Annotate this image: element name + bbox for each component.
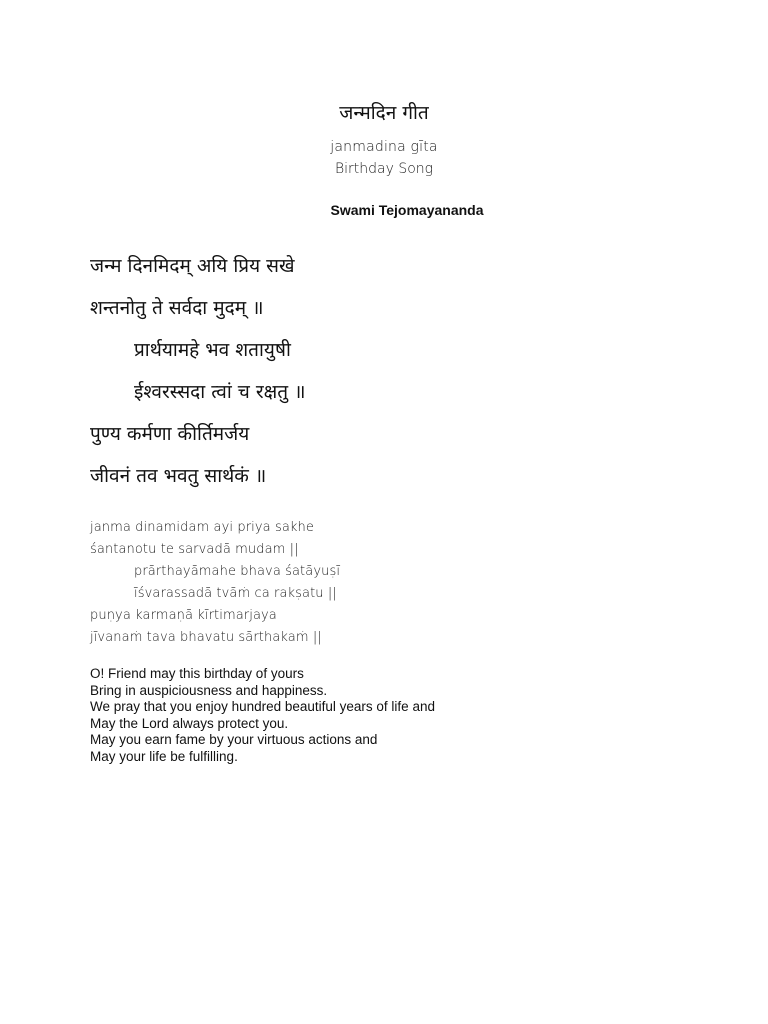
title-devanagari: जन्मदिन गीत bbox=[339, 102, 429, 124]
translation-line: We pray that you enjoy hundred beautiful years of life and bbox=[90, 699, 435, 714]
translation-line: May the Lord always protect you. bbox=[90, 715, 289, 731]
verse-line: जन्म दिनमिदम् अयि प्रिय सखे bbox=[90, 255, 295, 277]
verse-line: प्रार्थयामहे भव शतायुषी bbox=[134, 339, 291, 361]
english-translation bbox=[90, 666, 710, 765]
verse-line: शन्तनोतु ते सर्वदा मुदम् ॥ bbox=[90, 297, 264, 319]
title-transliteration: janmadina gīta bbox=[330, 139, 438, 155]
translation-line: May you earn fame by your virtuous actions and bbox=[90, 732, 378, 747]
transliteration-line: īśvarassadā tvāṁ ca rakṣatu || bbox=[134, 586, 337, 601]
verse-line: जीवनं तव भवतु सार्थकं ॥ bbox=[90, 465, 267, 487]
verse-devanagari bbox=[90, 245, 710, 497]
translation-line: O! Friend may this birthday of yours bbox=[90, 666, 304, 681]
transliteration-line: janma dinamidam ayi priya sakhe bbox=[90, 520, 314, 535]
verse-transliteration bbox=[90, 517, 710, 649]
transliteration-line: puṇya karmaṇā kīrtimarjaya bbox=[90, 608, 277, 623]
transliteration-line: śantanotu te sarvadā mudam || bbox=[90, 542, 299, 557]
translation-line: May your life be fulfilling. bbox=[90, 748, 238, 764]
translation-line: Bring in auspiciousness and happiness. bbox=[90, 682, 328, 698]
verse-line: पुण्य कर्मणा कीर्तिमर्जय bbox=[90, 423, 250, 445]
author-name: Swami Tejomayananda bbox=[330, 202, 484, 218]
verse-line: ईश्वरस्सदा त्वां च रक्षतु ॥ bbox=[134, 381, 306, 403]
transliteration-line: jīvanaṁ tava bhavatu sārthakaṁ || bbox=[90, 630, 322, 645]
transliteration-line: prārthayāmahe bhava śatāyuṣī bbox=[134, 564, 341, 579]
title-english: Birthday Song bbox=[334, 161, 434, 177]
